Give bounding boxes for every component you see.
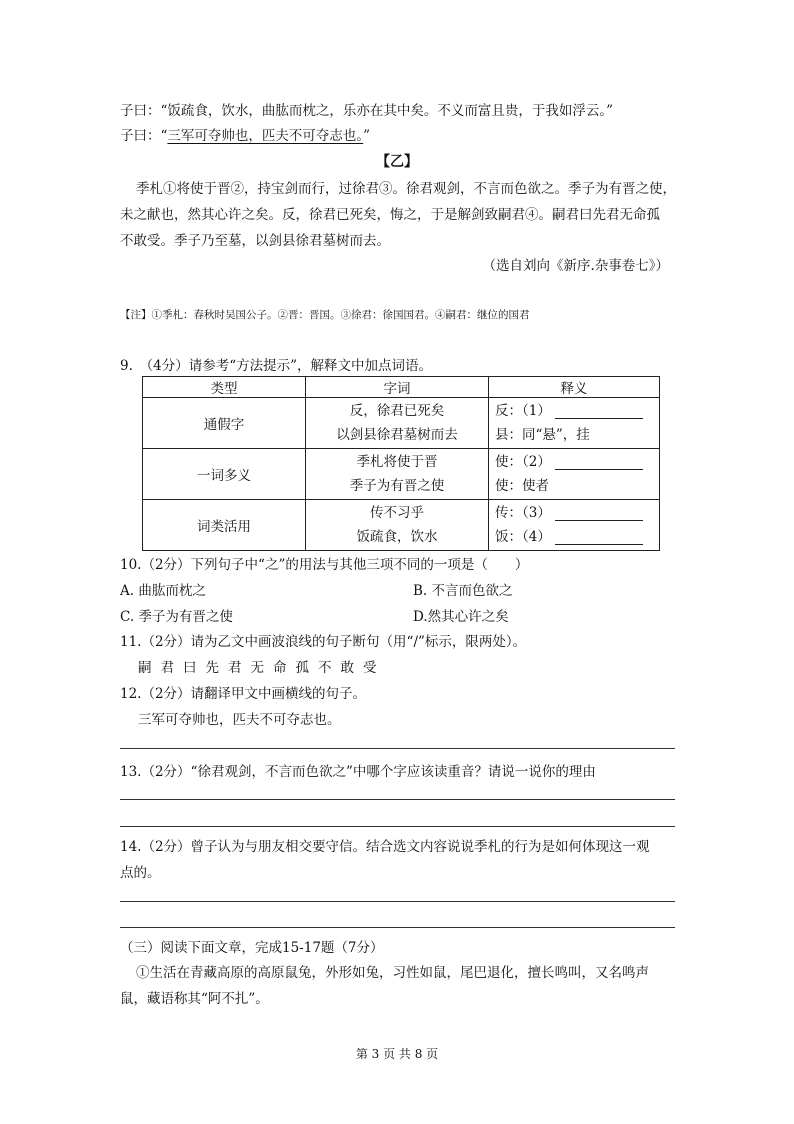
word-item: 饭疏食，饮水 xyxy=(356,529,438,545)
def-item: 传：（3） xyxy=(495,501,653,525)
jia-line-2-prefix: 子曰：“ xyxy=(120,128,168,144)
def-item: 反：（1） xyxy=(495,399,653,423)
row-type: 通假字 xyxy=(143,398,306,449)
yi-line-3: 不敢受。季子乃至墓，以剑县徐君墓树而去。 xyxy=(120,233,390,249)
q13-stem: 13.（2分）“徐君观剑，不言而色欲之”中哪个字应该读重音？请说一说你的理由 xyxy=(120,764,596,780)
yi-line-1: 季札①将使于晋②，持宝剑而行，过徐君③。徐君观剑，不言而色欲之。季子为有晋之使， xyxy=(136,181,676,197)
jia-line-2 xyxy=(120,126,370,146)
yi-source: （选自刘向《新序.杂事卷七》） xyxy=(482,258,669,274)
header-words: 字词 xyxy=(306,377,489,398)
jia-line-2-suffix: ” xyxy=(363,128,371,144)
q10-option-c[interactable]: C. 季子为有晋之使 xyxy=(120,609,233,625)
row-words xyxy=(306,449,489,500)
header-meaning: 释义 xyxy=(489,377,660,398)
def-item: 饭：（4） xyxy=(495,525,653,549)
row-type: 一词多义 xyxy=(143,449,306,500)
row-type: 词类活用 xyxy=(143,500,306,551)
q11-sentence: 嗣君曰先君无命孤不敢受 xyxy=(138,660,386,676)
q10-option-b[interactable]: B. 不言而色欲之 xyxy=(413,583,513,599)
answer-line[interactable] xyxy=(120,748,675,749)
word-item: 季子为有晋之使 xyxy=(349,478,445,494)
def-item: 使：（2） xyxy=(495,450,653,474)
row-defs xyxy=(489,500,660,551)
q14-stem-line-1: 14.（2分）曾子认为与朋友相交要守信。结合选文内容说说季札的行为是如何体现这一观 xyxy=(120,839,650,855)
answer-line[interactable] xyxy=(120,826,675,827)
word-item: 反，徐君已死矣 xyxy=(349,403,445,419)
def-item: 县：同“悬”，挂 xyxy=(495,427,590,443)
section3-heading: （三）阅读下面文章，完成15-17题（7分） xyxy=(120,940,384,956)
table-row xyxy=(143,449,660,500)
answer-blank-1[interactable] xyxy=(555,404,643,419)
table-row xyxy=(143,500,660,551)
yi-note: 【注】①季札：春秋时吴国公子。②晋：晋国。③徐君：徐国国君。④嗣君：继位的国君 xyxy=(120,309,530,321)
q10-option-a[interactable]: A. 曲肱而枕之 xyxy=(120,583,206,599)
yi-heading: 【乙】 xyxy=(376,154,418,170)
answer-blank-3[interactable] xyxy=(555,506,643,521)
answer-blank-2[interactable] xyxy=(555,455,643,470)
answer-line[interactable] xyxy=(120,927,675,928)
q14-stem-line-2: 点的。 xyxy=(120,865,161,881)
answer-line[interactable] xyxy=(120,799,675,800)
word-item: 季札将使于晋 xyxy=(356,454,438,470)
jia-line-1: 子曰：“饭疏食，饮水，曲肱而枕之，乐亦在其中矣。不义而富且贵，于我如浮云。” xyxy=(120,103,614,119)
q11-stem: 11.（2分）请为乙文中画波浪线的句子断句（用“/”标示，限两处）。 xyxy=(120,634,527,650)
table-row xyxy=(143,398,660,449)
section3-para-line-2: 鼠，藏语称其“阿不扎”。 xyxy=(120,991,269,1007)
word-item: 以剑县徐君墓树而去 xyxy=(336,427,458,443)
answer-line[interactable] xyxy=(120,901,675,902)
section3-para-line-1: ①生活在青藏高原的高原鼠兔，外形如兔，习性如鼠，尾巴退化，擅长鸣叫，又名鸣声 xyxy=(136,965,649,981)
def-item: 使：使者 xyxy=(495,478,549,494)
jia-underlined-sentence: 三军可夺帅也，匹夫不可夺志也。 xyxy=(167,128,364,144)
table-header-row xyxy=(143,377,660,398)
page-footer: 第 3 页 共 8 页 xyxy=(355,1047,439,1061)
yi-line-2: 未之献也，然其心许之矣。反，徐君已死矣，悔之，于是解剑致嗣君④。嗣君曰先君无命孤 xyxy=(120,207,660,223)
q9-table xyxy=(142,376,660,551)
header-type: 类型 xyxy=(143,377,306,398)
word-item: 传不习乎 xyxy=(370,505,424,521)
row-words xyxy=(306,500,489,551)
q10-option-d[interactable]: D.然其心许之矣 xyxy=(413,609,509,625)
row-words xyxy=(306,398,489,449)
answer-blank-4[interactable] xyxy=(555,530,643,545)
q10-stem: 10.（2分）下列句子中“之”的用法与其他三项不同的一项是（ ） xyxy=(120,557,529,573)
q12-stem: 12.（2分）请翻译甲文中画横线的句子。 xyxy=(120,686,367,702)
q12-sentence: 三军可夺帅也，匹夫不可夺志也。 xyxy=(138,712,341,728)
q9-stem: 9. （4分）请参考“方法提示”，解释文中加点词语。 xyxy=(120,358,433,374)
row-defs xyxy=(489,449,660,500)
row-defs xyxy=(489,398,660,449)
